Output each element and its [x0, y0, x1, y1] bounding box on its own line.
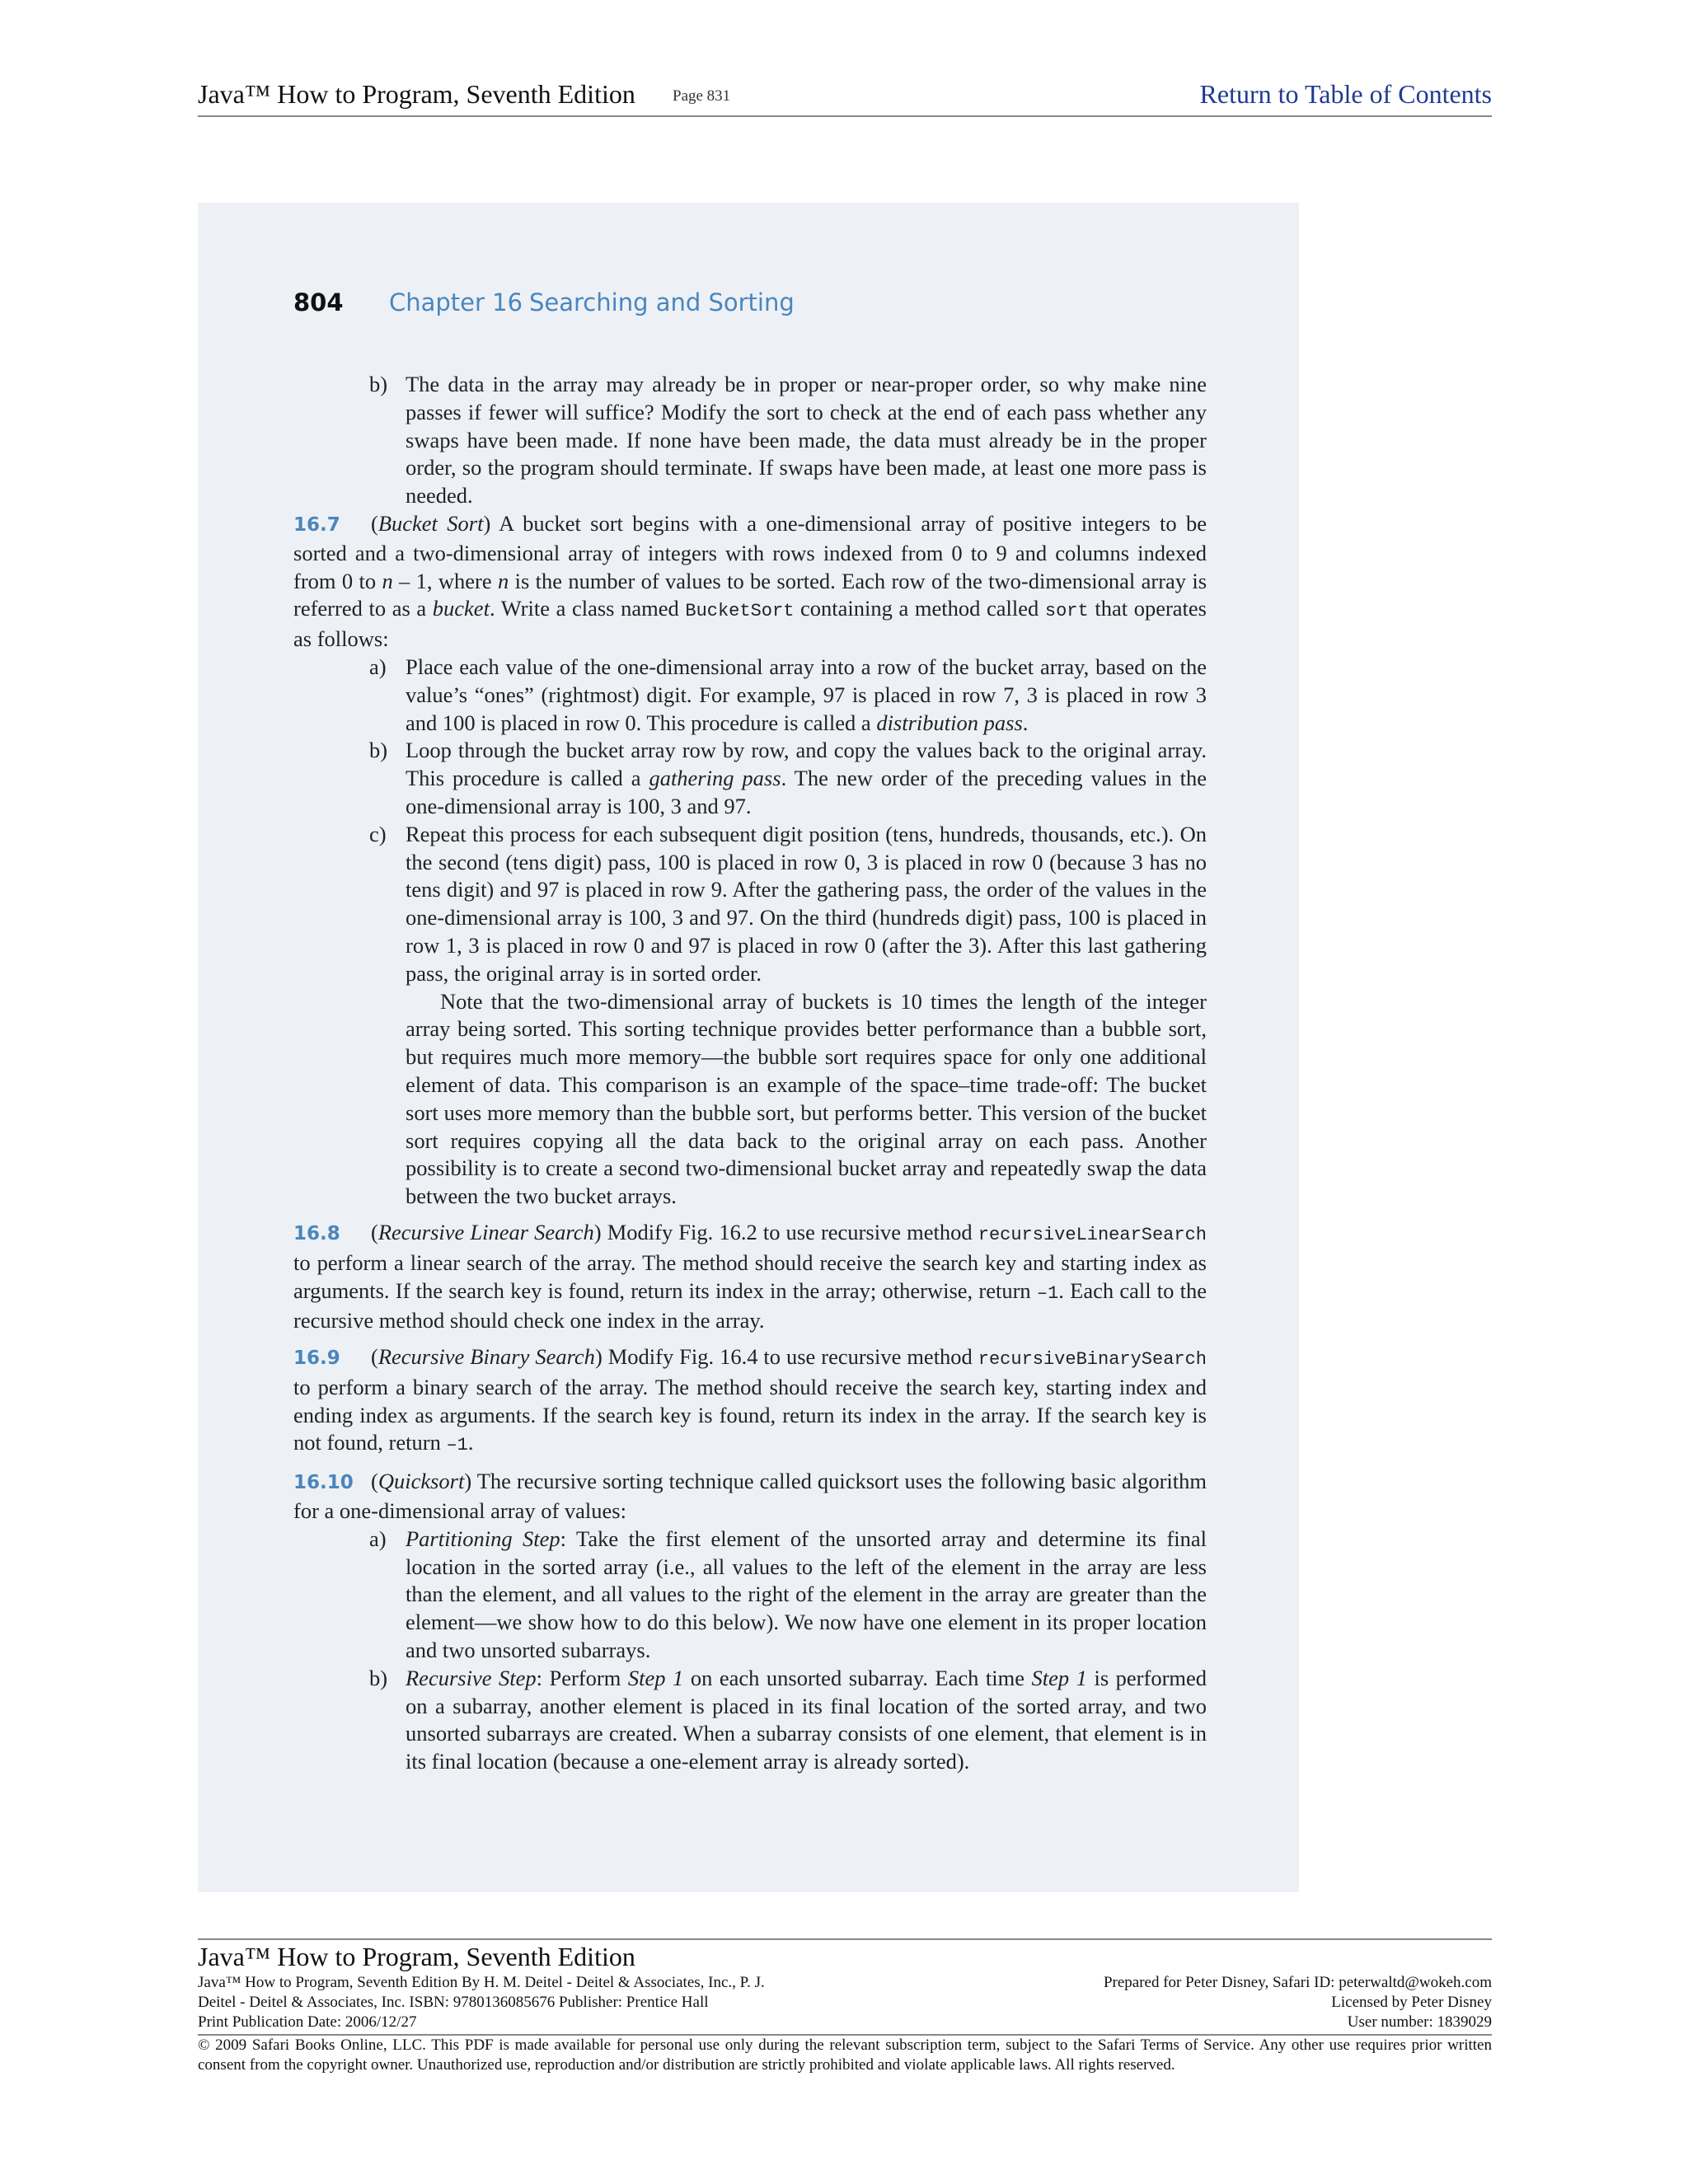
footer-title: Java™ How to Program, Seventh Edition — [198, 1942, 635, 1971]
book-page-number: 804 — [293, 288, 344, 316]
exercise-16-6-b — [293, 371, 1207, 510]
footer-license: Licensed by Peter Disney — [1331, 1994, 1492, 2011]
footer-pub-date: Print Publication Date: 2006/12/27 — [198, 2013, 417, 2031]
text-run: – 1, where — [399, 568, 492, 593]
exercise-16-9: 16.9 (Recursive Binary Search) Modify Fig. 16.4 to use recursive method recursiveBinarySearch to perform a binary search of the array. The method should receive the search key, starting index and ending index as arguments. If the search key is found, return its index in the array. If the search key is not found, return –1. — [293, 1344, 1207, 1456]
item-text: Loop through the bucket array row by row, and copy the values back to the original array. This procedure is called a — [406, 738, 1207, 791]
text-run: The recursive sorting technique called quicksort uses the following basic algorithm for a one-dimensional array of values: — [293, 1469, 1207, 1524]
exercise-16-7 — [293, 510, 1207, 1211]
exercise-number: 16.7 — [293, 513, 340, 536]
item-text: : Take the first element of the unsorted array and determine its final location in the sorted array (i.e., all values to the left of the element in the array are less than the element, and all values to the right of the element in the array are greater than the element—we show how to do this below). We now have one element in its proper location and two unsorted subarrays. — [406, 1526, 1207, 1663]
header-title: Java™ How to Program, Seventh Edition — [198, 79, 635, 109]
code-method-name: recursiveLinearSearch — [978, 1224, 1207, 1245]
exercise-16-8: 16.8 (Recursive Linear Search) Modify Fig. 16.2 to use recursive method recursiveLinearSearch to perform a linear search of the array. The method should receive the search key and starting index as arguments. If the search key is found, return its index in the array; otherwise, return –1. Each call to the recursive method should check one index in the array. — [293, 1219, 1207, 1333]
exercise-item-c — [293, 821, 1207, 988]
math-var: n — [382, 568, 393, 593]
code-method-name: sort — [1044, 601, 1089, 622]
exercise-title: Recursive Binary Search — [377, 1344, 595, 1370]
text-run: to perform a binary search of the array. The method should receive the search key, starting index and ending index as arguments. If the search key is found, return its index in the array. If the search key is not found, return — [293, 1374, 1207, 1455]
text-run: to perform a linear search of the array. The method should receive the search key and starting index as arguments. If the search key is found, return its index in the array; otherwise, return — [293, 1249, 1207, 1303]
exercise-paragraph: 16.10 (Quicksort) The recursive sorting technique called quicksort uses the following basic algorithm for a one-dimensional array of values: — [293, 1469, 1207, 1524]
text-run: Modify Fig. 16.2 to use recursive method — [607, 1219, 973, 1244]
code-class-name: BucketSort — [685, 601, 795, 622]
safari-header — [198, 79, 1492, 117]
chapter-label: Chapter 16 — [389, 288, 523, 316]
footer-copyright: © 2009 Safari Books Online, LLC. This PDF is made available for personal use only during the relevant subscription term, subject to the Safari Terms of Service. Any other use requires prior written consent from the copyright owner. Unauthorized use, reproduction and/or distribution are strictly prohibited and violate applicable laws. All rights reserved. — [198, 2036, 1492, 2074]
exercise-title: Recursive Linear Search — [377, 1219, 594, 1244]
exercise-item-a: a) Place each value of the one-dimensional array into a row of the bucket array, based on the value’s “ones” (rightmost) digit. For example, 97 is placed in row 7, 3 is placed in row 3 and 100 is placed in row 0. This procedure is called a distribution pass. — [369, 654, 1207, 735]
exercise-item-a — [293, 1526, 1207, 1665]
item-text: on each unsorted subarray. Each time — [690, 1665, 1025, 1690]
footer-isbn: Deitel - Deitel & Associates, Inc. ISBN: 9780136085676 Publisher: Prentice Hall — [198, 1994, 709, 2011]
header-page-number: Page 831 — [673, 87, 731, 105]
item-label: b) — [369, 1665, 388, 1690]
item-label: c) — [369, 821, 387, 846]
item-text: : Perform — [536, 1665, 621, 1690]
note-text: Note that the two-dimensional array of buckets is 10 times the length of the integer array being sorted. This sorting technique provides better performance than a bubble sort, but requires much more memory—the bubble sort requires space for only one additional element of data. This comparison is an example of the space–time trade-off: The bucket sort uses more memory than the bubble sort, but performs better. This version of the bucket sort requires copying all the data back to the original array on each pass. Another possibility is to create a second two-dimensional bucket array and repeatedly swap the data between the two bucket arrays. — [406, 988, 1207, 1209]
exercise-number: 16.10 — [293, 1472, 354, 1494]
code-literal: –1 — [446, 1435, 468, 1456]
text-run: . Each call to the recursive method should check one index in the array. — [293, 1277, 1207, 1333]
exercise-title: Quicksort — [377, 1469, 465, 1494]
item-text: The data in the array may already be in proper or near-proper order, so why make nine passes if fewer will suffice? Modify the sort to check at the end of each pass whether any swaps have been made. If none have been made, the data must already be in the proper order, so the program should terminate. If swaps have been made, at least one more pass is needed. — [406, 372, 1207, 509]
text-run: A bucket sort begins with a one-dimensional array of positive integers to be sorted and a two-dimensional array of integers with rows indexed from 0 to 9 and columns indexed from 0 to — [293, 510, 1207, 593]
term: Recursive Step — [406, 1665, 537, 1690]
footer-row — [198, 1993, 1492, 2013]
exercise-paragraph: 16.7 (Bucket Sort) A bucket sort begins with a one-dimensional array of positive integers to be sorted and a two-dimensional array of integers with rows indexed from 0 to 9 and columns indexed from 0 to n – 1, where n is the number of values to be sorted. Each row of the two-dimensional array is referred to as a bucket. Write a class named BucketSort containing a method called sort that operates as follows: — [293, 510, 1207, 652]
term: Partitioning Step — [406, 1526, 560, 1551]
text-run: is the number of values to be sorted. Each row of the two-dimensional array is referred to as a — [293, 568, 1207, 621]
exercise-item-b — [293, 1665, 1207, 1776]
item-label: b) — [369, 738, 388, 763]
safari-footer — [198, 1938, 1492, 2075]
footer-row — [198, 2013, 1492, 2032]
book-page — [198, 203, 1299, 1892]
return-to-toc-link[interactable]: Return to Table of Contents — [1199, 79, 1492, 109]
footer-user-number: User number: 1839029 — [1347, 2013, 1492, 2031]
item-text: . The new order of the preceding values in the one-dimensional array is 100, 3 and 97. — [406, 766, 1207, 818]
term: Step 1 — [1031, 1665, 1087, 1690]
term: bucket — [432, 596, 490, 621]
footer-prepared-for: Prepared for Peter Disney, Safari ID: peterwaltd@wokeh.com — [1103, 1974, 1492, 1991]
exercise-title: Bucket Sort — [377, 510, 484, 536]
math-var: n — [497, 568, 509, 593]
item-text: is performed on a subarray, another element is placed in its final location of the sorted array, and two unsorted subarrays are created. When a subarray consists of one element, that element is in its final location (because a one-element array is already sorted). — [406, 1665, 1207, 1774]
footer-book-info: Java™ How to Program, Seventh Edition By H. M. Deitel - Deitel & Associates, Inc., P. J. — [198, 1974, 765, 1991]
text-run: that operates as follows: — [293, 596, 1207, 652]
term: distribution pass — [876, 710, 1023, 735]
running-head — [293, 288, 795, 316]
page-content — [293, 371, 1207, 1784]
term: Step 1 — [627, 1665, 684, 1690]
exercise-note — [293, 988, 1207, 1211]
exercise-16-10 — [293, 1468, 1207, 1776]
exercise-number: 16.9 — [293, 1347, 340, 1370]
footer-row — [198, 1973, 1492, 1993]
item-label: a) — [369, 654, 387, 679]
code-method-name: recursiveBinarySearch — [978, 1349, 1207, 1371]
text-run: . — [467, 1430, 474, 1455]
item-label: a) — [369, 1526, 387, 1551]
item-text: Repeat this process for each subsequent digit position (tens, hundreds, thousands, etc.). On the second (tens digit) pass, 100 is placed in row 0, 3 is placed in row 0 (because 3 has no tens digit) and 97 is placed in row 9. After the gathering pass, the order of the values in the one-dimensional array is 100, 3 and 97. On the third (hundreds digit) pass, 100 is placed in row 1, 3 is placed in row 0 and 97 is placed in row 0 (after the 3). After this last gathering pass, the original array is in sorted order. — [406, 821, 1207, 986]
item-label: b) — [369, 372, 388, 396]
text-run: containing a method called — [800, 596, 1039, 621]
text-run: Modify Fig. 16.4 to use recursive method — [607, 1344, 973, 1370]
code-literal: –1 — [1036, 1282, 1059, 1304]
item-text: Place each value of the one-dimensional array into a row of the bucket array, based on the value’s “ones” (rightmost) digit. For example, 97 is placed in row 7, 3 is placed in row 3 and 100 is placed in row 0. This procedure is called a — [406, 654, 1207, 735]
exercise-number: 16.8 — [293, 1222, 340, 1244]
section-title: Searching and Sorting — [529, 288, 795, 316]
term: gathering pass — [649, 766, 781, 791]
text-run: . Write a class named — [489, 596, 679, 621]
exercise-item-b — [293, 737, 1207, 820]
